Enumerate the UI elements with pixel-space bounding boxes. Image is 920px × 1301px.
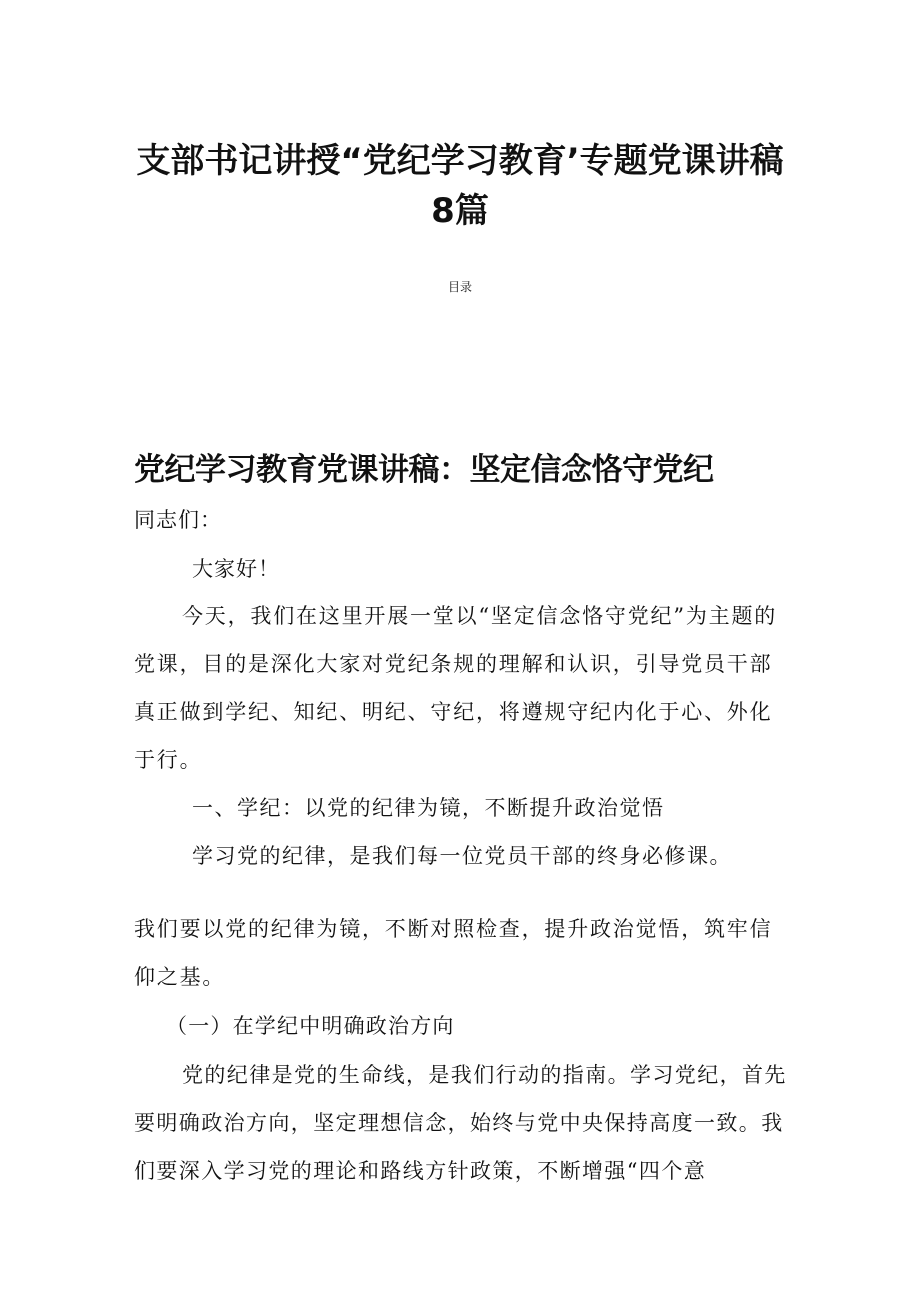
subheading-2: （一）在学纪中明确政治方向 (166, 1014, 455, 1038)
section-heading: 党纪学习教育党课讲稿：坚定信念恪守党纪 (134, 452, 714, 488)
document-title-line1: 支部书记讲授“党纪学习教育’专题党课讲稿 (136, 141, 784, 181)
toc-label: 目录 (447, 280, 472, 294)
paragraph-intro: 今天，我们在这里开展一堂以“坚定信念恪守党纪”为主题的党课，目的是深化大家对党纪条规的理解和认识，引导党员干部真正做到学纪、知纪、明纪、守纪，将遵规守纪内化于心、外化于行。 (134, 604, 778, 772)
greeting: 同志们： (134, 508, 222, 532)
paragraph-mirror: 我们要以党的纪律为镜，不断对照检查，提升政治觉悟，筑牢信仰之基。 (134, 917, 773, 989)
subheading-1: 一、学纪：以党的纪律为镜，不断提升政治觉悟 (192, 796, 665, 820)
paragraph-study: 学习党的纪律，是我们每一位党员干部的终身必修课。 (192, 844, 732, 868)
document-title-line2: 8篇 (431, 191, 489, 231)
paragraph-direction: 党的纪律是党的生命线，是我们行动的指南。学习党纪，首先要明确政治方向，坚定理想信念，始终与党中央保持高度一致。我们要深入学习党的理论和路线方针政策，不断增强“四个意 (134, 1063, 787, 1183)
hello-line: 大家好！ (192, 557, 280, 581)
